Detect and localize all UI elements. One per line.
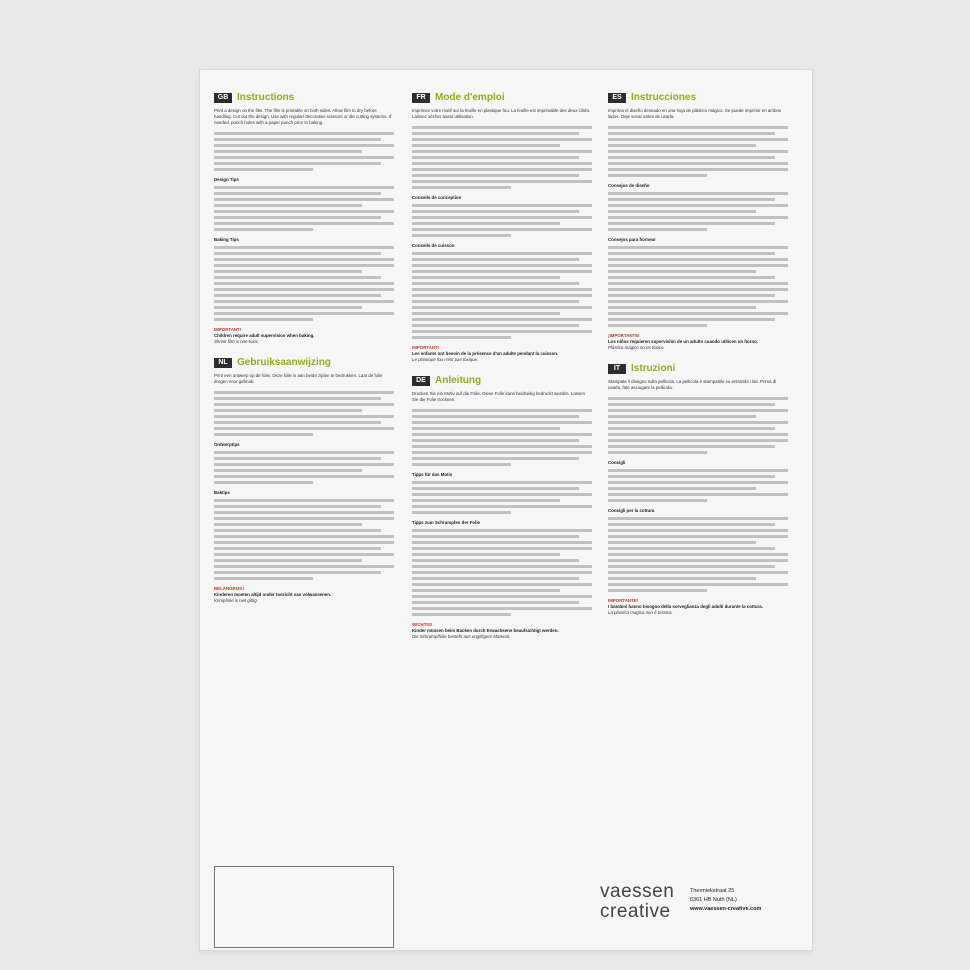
section-header xyxy=(214,357,394,369)
important-label: IMPORTANT! xyxy=(412,345,440,350)
important-text: I bambini hanno bisogno della sorveglianza degli adulti durante la cottura. xyxy=(608,604,763,609)
intro-text: Imprima el diseño deseado en una hoja de plástico mágico. Se puede imprimir en ambos lados. Deje secar antes de usarla. xyxy=(608,108,782,119)
important-label: WICHTIG! xyxy=(412,622,433,627)
important-label: IMPORTANT! xyxy=(214,327,242,332)
section-es xyxy=(608,92,788,351)
company-address xyxy=(690,887,810,914)
subheading: Consejos de diseño xyxy=(608,183,650,188)
section-header xyxy=(214,92,394,104)
language-code-badge: DE xyxy=(412,376,430,386)
section-title: Instrucciones xyxy=(631,92,697,103)
intro-text: Drucken Sie ein Motiv auf die Folie. Diese Folie kann beidseitig bedruckt werden. Lassen Sie die Folie trocknen. xyxy=(412,391,586,402)
subheading: Ontwerptips xyxy=(214,442,240,447)
subheading: Consejos para hornear xyxy=(608,237,656,242)
body-text xyxy=(608,517,788,592)
body-text xyxy=(214,451,394,484)
logo-word-bottom: creative xyxy=(600,901,671,922)
column-middle xyxy=(412,92,592,652)
subheading: Baking Tips xyxy=(214,237,239,242)
language-code-badge: GB xyxy=(214,93,232,103)
vaessen-creative-logo xyxy=(600,882,690,922)
blank-label-box xyxy=(214,866,394,948)
intro-text: Print een ontwerp op de folie. Deze folie is aan beide zijden te bedrukken. Laat de folie drogen voor gebruik. xyxy=(214,373,383,384)
body-text xyxy=(608,397,788,454)
body-text xyxy=(214,391,394,436)
section-title: Instructions xyxy=(237,92,295,103)
subheading: Consigli xyxy=(608,460,626,465)
body-text xyxy=(412,204,592,237)
section-de xyxy=(412,375,592,640)
important-text: Children require adult supervision when baking. xyxy=(214,333,315,338)
section-header xyxy=(608,363,788,375)
important-label: BELANGRIJK! xyxy=(214,586,245,591)
important-text: Les enfants ont besoin de la présence d'un adulte pendant la cuisson. xyxy=(412,351,559,356)
body-text xyxy=(412,529,592,616)
important-text: Los niños requieren supervisión de un adulto cuando utilicen un horno. xyxy=(608,339,759,344)
body-text xyxy=(214,132,394,171)
note-text: Krimpfolie is niet giftig. xyxy=(214,598,258,603)
note-text: Le plastique fou n'est pas toxique. xyxy=(412,357,479,362)
logo-word-top: vaessen xyxy=(600,881,675,902)
body-text xyxy=(214,499,394,580)
body-text xyxy=(214,246,394,321)
instruction-sheet xyxy=(200,70,812,950)
section-header xyxy=(412,375,592,387)
body-text xyxy=(412,252,592,339)
body-text xyxy=(608,126,788,177)
language-code-badge: FR xyxy=(412,93,430,103)
intro-text: Stampate il disegno sulla pellicola. La pellicola è stampabile su entrambi i lati. Prima di usarla, fate asciugare la pellicola. xyxy=(608,379,777,390)
important-label: ¡IMPORTANTE! xyxy=(608,333,640,338)
body-text xyxy=(214,186,394,231)
language-code-badge: ES xyxy=(608,93,626,103)
subheading: Tipps zum Schrumpfen der Folie xyxy=(412,520,480,525)
section-fr xyxy=(412,92,592,363)
body-text xyxy=(608,192,788,231)
body-text xyxy=(412,481,592,514)
important-text: Kinder müssen beim Backen durch Erwachsene beaufsichtigt werden. xyxy=(412,628,559,633)
subheading: Design Tips xyxy=(214,177,239,182)
language-code-badge: NL xyxy=(214,358,232,368)
intro-text: Print a design on the film. The film is printable on both sides. Allow film to dry before handling. Cut out the design. Use with regular/ decorative scissors or die cutting systems. If needed, punch holes with a paper punch prior to baking. xyxy=(214,108,392,125)
subheading: Conseils de conception xyxy=(412,195,462,200)
section-title: Istruzioni xyxy=(631,363,676,374)
column-right xyxy=(608,92,788,628)
subheading: Consigli per la cottura xyxy=(608,508,655,513)
important-label: IMPORTANTE! xyxy=(608,598,639,603)
body-text xyxy=(608,246,788,327)
language-code-badge: IT xyxy=(608,364,626,374)
address-line-1: Thermiekstraat 25 xyxy=(690,888,735,894)
section-title: Gebruiksaanwijzing xyxy=(237,357,331,368)
address-line-2: 6361 HB Nuth (NL) xyxy=(690,897,737,903)
section-gb xyxy=(214,92,394,345)
section-header xyxy=(608,92,788,104)
website-link[interactable]: www.vaessen-creative.com xyxy=(690,906,762,912)
subheading: Tipps für das Motiv xyxy=(412,472,453,477)
note-text: La plastica magica non è tossica. xyxy=(608,610,673,615)
body-text xyxy=(608,469,788,502)
important-text: Kinderen moeten altijd onder toezicht van volwassenen. xyxy=(214,592,332,597)
intro-text: Imprimez votre motif sur la feuille en plastique fou. La feuille est imprimable des deux côtés. Laissez sécher avant utilisation. xyxy=(412,108,591,119)
note-text: Die Schrumpffolie besteht aus ungiftigem Material. xyxy=(412,634,511,639)
section-header xyxy=(412,92,592,104)
section-nl xyxy=(214,357,394,604)
subheading: Baktips xyxy=(214,490,230,495)
column-left xyxy=(214,92,394,616)
body-text xyxy=(412,126,592,189)
section-title: Mode d'emploi xyxy=(435,92,505,103)
note-text: Shrink film is non-toxic. xyxy=(214,339,260,344)
section-it xyxy=(608,363,788,616)
body-text xyxy=(412,409,592,466)
section-title: Anleitung xyxy=(435,375,482,386)
note-text: Plástico mágico no es tóxico. xyxy=(608,345,665,350)
subheading: Conseils de cuisson xyxy=(412,243,455,248)
